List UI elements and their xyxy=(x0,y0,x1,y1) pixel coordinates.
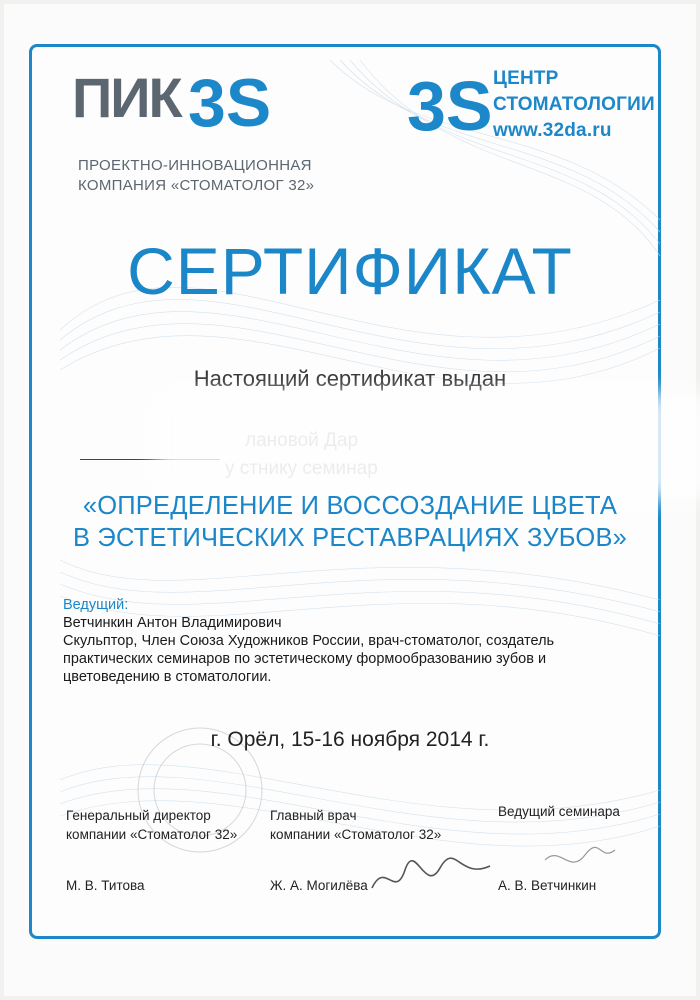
signature-title-lead xyxy=(498,802,620,821)
place-date: г. Орёл, 15-16 ноября 2014 г. xyxy=(210,728,490,751)
logo-mark-left: 3S xyxy=(188,66,272,136)
lead-desc-line2: практических семинаров по эстетическому формообразованию зубов и xyxy=(63,651,547,667)
director-title-line2: компании «Стоматолог 32» xyxy=(66,827,238,842)
3s-logo-icon xyxy=(188,66,328,136)
redaction-overlay xyxy=(155,392,700,500)
signature-name-lead: А. В. Ветчинкин xyxy=(498,878,597,893)
pik-subtitle-line1: ПРОЕКТНО-ИННОВАЦИОННАЯ xyxy=(78,157,312,174)
pik-subtitle-line2: КОМПАНИЯ «СТОМАТОЛОГ 32» xyxy=(78,177,315,194)
seminar-title xyxy=(0,490,700,554)
lead-name: Ветчинкин Антон Владимирович xyxy=(63,615,282,631)
signature-title-director xyxy=(66,806,237,844)
pik-wordmark: ПИК xyxy=(72,66,181,129)
signature-name-chief: Ж. А. Могилёва xyxy=(270,878,368,893)
center-line1: ЦЕНТР xyxy=(493,68,559,89)
seminar-title-line2: В ЭСТЕТИЧЕСКИХ РЕСТАВРАЦИЯХ ЗУБОВ» xyxy=(72,524,628,552)
lead-label: Ведущий: xyxy=(63,597,129,613)
seminar-title-line1: «ОПРЕДЕЛЕНИЕ И ВОССОЗДАНИЕ ЦВЕТА xyxy=(82,492,618,520)
pik-subtitle xyxy=(78,156,314,196)
lead-block xyxy=(63,596,653,686)
chief-title-line2: компании «Стоматолог 32» xyxy=(270,827,442,842)
signature-title-chief xyxy=(270,806,441,844)
chief-title-line1: Главный врач xyxy=(270,808,357,823)
center-line2: СТОМАТОЛОГИИ xyxy=(493,94,655,115)
logo-mark-right: 3S xyxy=(407,67,493,144)
center-url: www.32da.ru xyxy=(493,120,612,141)
3s-center-logo-icon xyxy=(407,64,499,144)
certificate-title: СЕРТИФИКАТ xyxy=(127,234,573,308)
lead-desc-line3: цветоведению в стоматологии. xyxy=(63,669,272,685)
lead-sig-title-line1: Ведущий семинара xyxy=(498,804,620,819)
signature-name-director: М. В. Титова xyxy=(66,878,145,893)
director-title-line1: Генеральный директор xyxy=(66,808,211,823)
lead-desc-line1: Скульптор, Член Союза Художников России, врач-стоматолог, создатель xyxy=(63,633,555,649)
center-logo-text xyxy=(493,66,655,144)
issued-text: Настоящий сертификат выдан xyxy=(193,366,507,391)
